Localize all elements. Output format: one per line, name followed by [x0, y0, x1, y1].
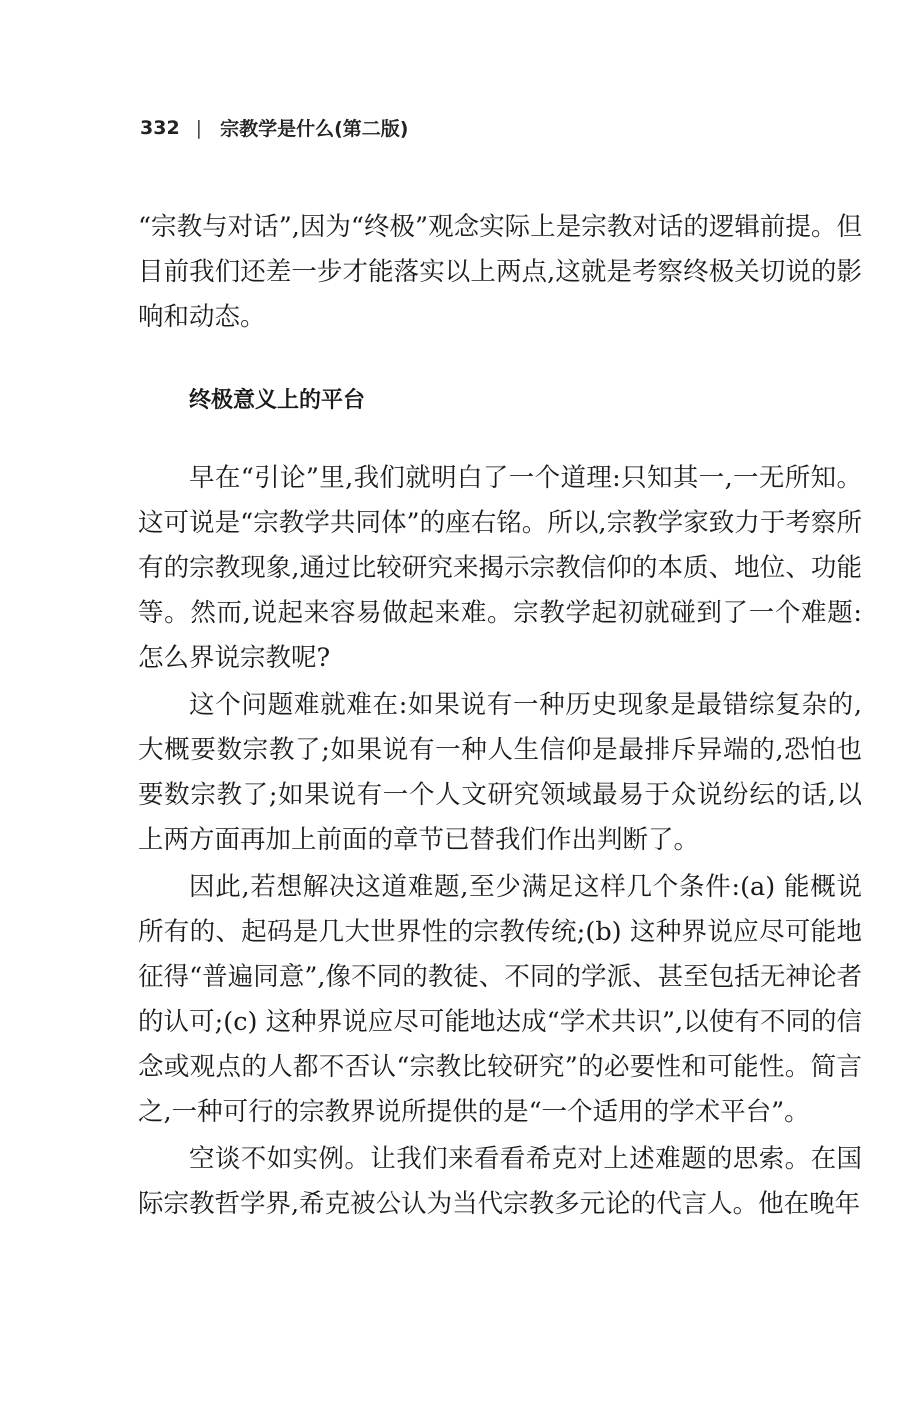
header-separator: | [195, 116, 203, 139]
paragraph-continued: “宗教与对话”,因为“终极”观念实际上是宗教对话的逻辑前提。但目前我们还差一步才能落实以上两点,这就是考察终极关切说的影响和动态。 [138, 212, 862, 332]
section-title: 终极意义上的平台 [189, 388, 366, 413]
paragraph: 早在“引论”里,我们就明白了一个道理:只知其一,一无所知。这可说是“宗教学共同体”的座右铭。所以,宗教学家致力于考察所有的宗教现象,通过比较研究来揭示宗教信仰的本质、地位、功能等。然而,说起来容易做起来难。宗教学起初就碰到了一个难题:怎么界说宗教呢? [138, 463, 862, 673]
book-title: 宗教学是什么(第二版) [220, 118, 409, 140]
paragraph: 因此,若想解决这道难题,至少满足这样几个条件:(a) 能概说所有的、起码是几大世界性的宗教传统;(b) 这种界说应尽可能地征得“普遍同意”,像不同的教徒、不同的学派、甚至包括无神论者的认可;(c) 这种界说应尽可能地达成“学术共识”,以使有不同的信念或观点的人都不否认“宗教比较研究”的必要性和可能性。简言之,一种可行的宗教界说所提供的是“一个适用的学术平台”。 [138, 872, 862, 1127]
paragraph: 空谈不如实例。让我们来看看希克对上述难题的思索。在国际宗教哲学界,希克被公认为当代宗教多元论的代言人。他在晚年 [138, 1144, 862, 1219]
running-header [140, 114, 408, 141]
paragraph: 这个问题难就难在:如果说有一种历史现象是最错综复杂的,大概要数宗教了;如果说有一种人生信仰是最排斥异端的,恐怕也要数宗教了;如果说有一个人文研究领域最易于众说纷纭的话,以上两方面再加上前面的章节已替我们作出判断了。 [138, 690, 862, 855]
page-body [138, 205, 862, 1227]
page-number: 332 [140, 116, 180, 139]
